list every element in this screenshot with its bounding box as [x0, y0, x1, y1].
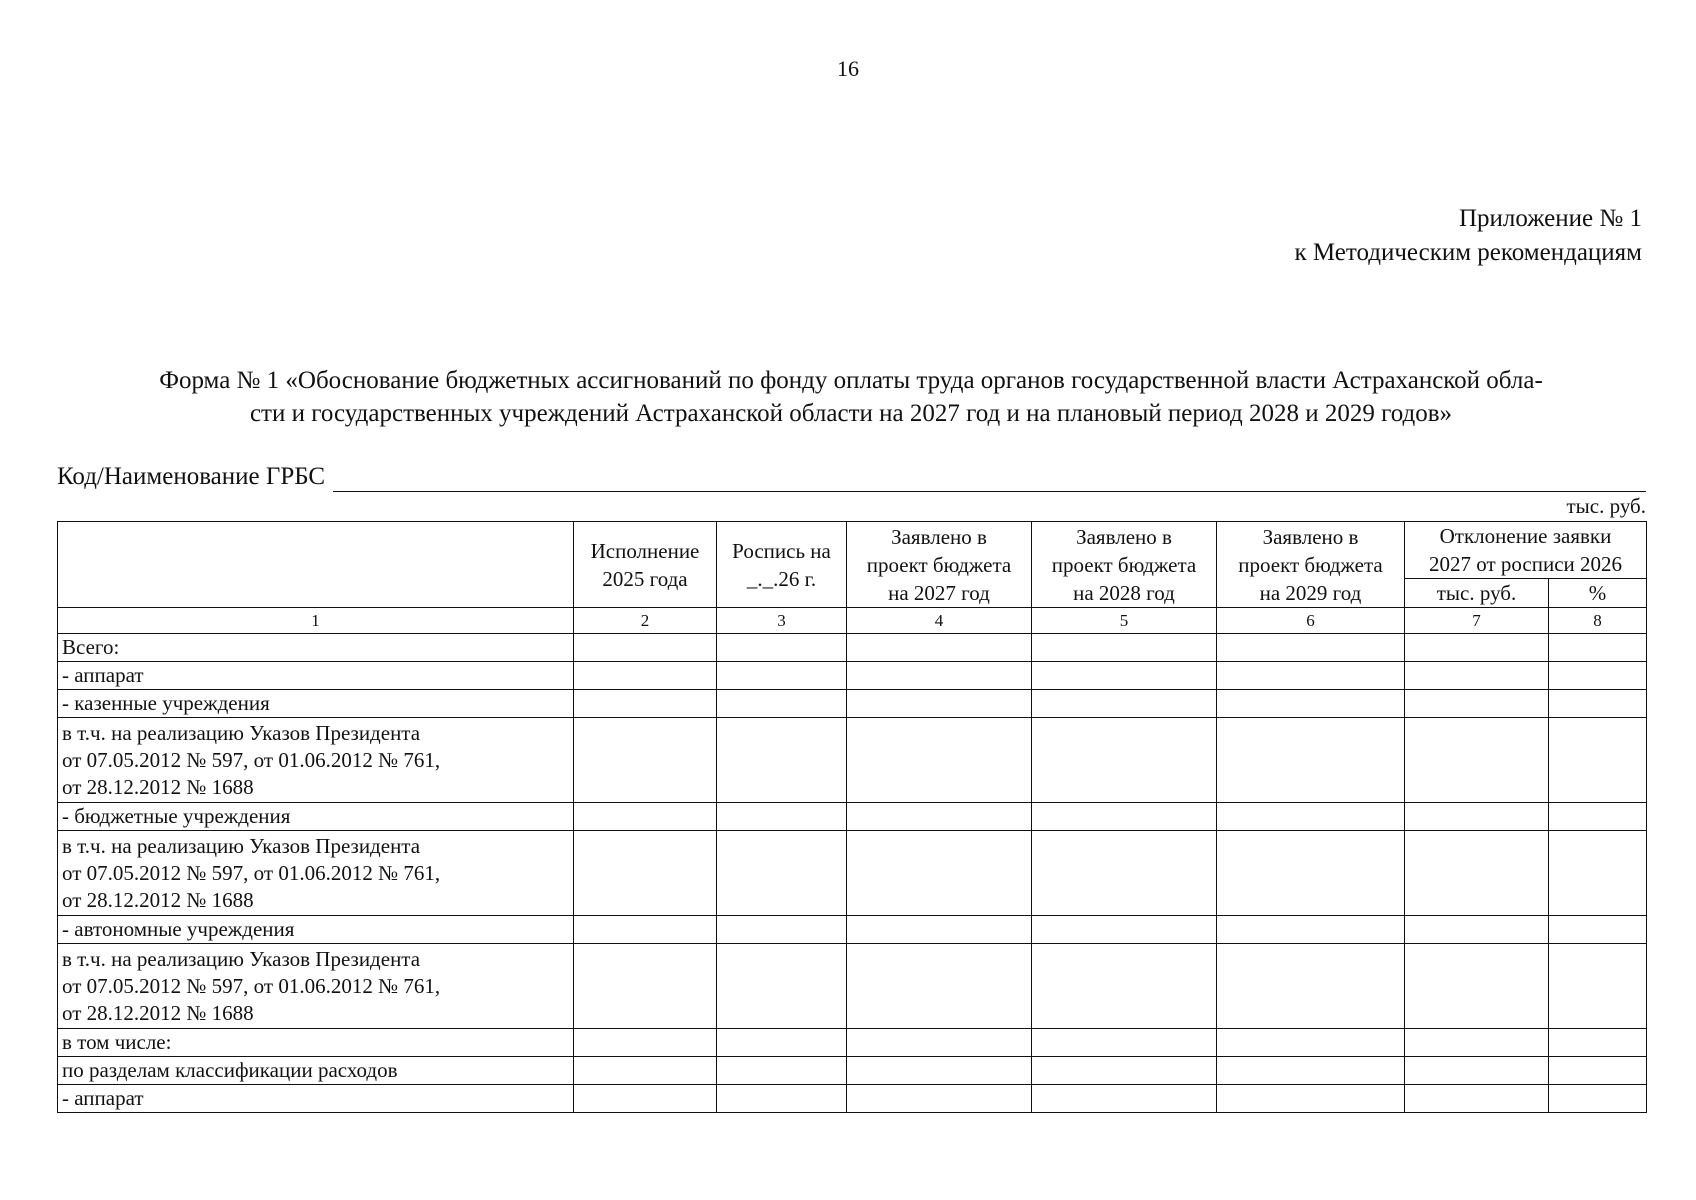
empty-value-cell: [574, 690, 717, 718]
column-number: 1: [58, 608, 574, 634]
empty-value-cell: [574, 634, 717, 662]
empty-value-cell: [1549, 944, 1647, 1029]
empty-value-cell: [1032, 916, 1217, 944]
header-col-7: тыс. руб.: [1405, 579, 1549, 608]
empty-value-cell: [1405, 831, 1549, 916]
table-row: [58, 1085, 1647, 1113]
empty-value-cell: [1032, 1085, 1217, 1113]
header-blank-cell: [58, 522, 574, 608]
empty-value-cell: [574, 944, 717, 1029]
row-label-line: от 28.12.2012 № 1688: [62, 887, 254, 912]
empty-value-cell: [1217, 944, 1405, 1029]
grbs-fill-line: [333, 467, 1646, 492]
empty-value-cell: [847, 944, 1032, 1029]
appendix-line-2: к Методическим рекомендациям: [1294, 239, 1642, 266]
empty-value-cell: [717, 634, 847, 662]
row-label: [58, 634, 574, 662]
empty-value-cell: [1032, 1057, 1217, 1085]
empty-value-cell: [1032, 1029, 1217, 1057]
header-col-6: Заявлено в проект бюджета на 2029 год: [1217, 522, 1405, 608]
empty-value-cell: [1549, 1057, 1647, 1085]
empty-value-cell: [717, 662, 847, 690]
empty-value-cell: [847, 718, 1032, 803]
empty-value-cell: [1032, 634, 1217, 662]
grbs-field: [57, 462, 1646, 492]
empty-value-cell: [574, 1085, 717, 1113]
empty-value-cell: [1032, 944, 1217, 1029]
page-number: 16: [837, 56, 859, 81]
appendix-line-1: Приложение № 1: [1458, 205, 1642, 232]
column-number: 2: [574, 608, 717, 634]
table-row: [58, 718, 1647, 803]
header-col-4: Заявлено в проект бюджета на 2027 год: [847, 522, 1032, 608]
row-label-line: - аппарат: [62, 663, 144, 687]
row-label-line: - автономные учреждения: [62, 917, 295, 941]
empty-value-cell: [1405, 718, 1549, 803]
empty-value-cell: [717, 831, 847, 916]
empty-value-cell: [1549, 662, 1647, 690]
row-label-line: по разделам классификации расходов: [62, 1058, 398, 1082]
empty-value-cell: [1405, 634, 1549, 662]
column-numbers-row: [58, 608, 1647, 634]
column-number: 3: [717, 608, 847, 634]
empty-value-cell: [1217, 1057, 1405, 1085]
empty-value-cell: [1549, 690, 1647, 718]
empty-value-cell: [717, 1029, 847, 1057]
row-label-line: в т.ч. на реализацию Указов Президента: [62, 833, 421, 858]
empty-value-cell: [1405, 1029, 1549, 1057]
table-row: [58, 690, 1647, 718]
empty-value-cell: [847, 803, 1032, 831]
column-number: 8: [1549, 608, 1647, 634]
column-number: 4: [847, 608, 1032, 634]
budget-form-table: [57, 521, 1647, 1113]
row-label-line: - бюджетные учреждения: [62, 804, 291, 828]
row-label: [58, 944, 574, 1029]
empty-value-cell: [717, 1085, 847, 1113]
empty-value-cell: [574, 718, 717, 803]
empty-value-cell: [1032, 803, 1217, 831]
row-label-line: в т.ч. на реализацию Указов Президента: [62, 946, 421, 971]
empty-value-cell: [1217, 1085, 1405, 1113]
header-col-8: %: [1549, 579, 1647, 608]
row-label-line: - казенные учреждения: [62, 691, 270, 715]
empty-value-cell: [1217, 1029, 1405, 1057]
table-row: [58, 634, 1647, 662]
row-label: [58, 662, 574, 690]
empty-value-cell: [847, 1029, 1032, 1057]
empty-value-cell: [847, 634, 1032, 662]
empty-value-cell: [717, 803, 847, 831]
table-row: [58, 916, 1647, 944]
empty-value-cell: [1217, 916, 1405, 944]
form-title-line-2: сти и государственных учреждений Астраханской области на 2027 год и на плановый период 2028 и 2029 годов»: [249, 400, 1453, 427]
empty-value-cell: [1549, 634, 1647, 662]
row-label: [58, 831, 574, 916]
table-row: [58, 803, 1647, 831]
column-number: 7: [1405, 608, 1549, 634]
form-title-line-1: Форма № 1 «Обоснование бюджетных ассигнований по фонду оплаты труда органов государственной власти Астраханской обла-: [159, 367, 1543, 394]
empty-value-cell: [1217, 690, 1405, 718]
empty-value-cell: [847, 690, 1032, 718]
header-deviation: Отклонение заявки 2027 от росписи 2026: [1405, 522, 1647, 579]
row-label: [58, 1085, 574, 1113]
row-label: [58, 916, 574, 944]
row-label-line: от 28.12.2012 № 1688: [62, 1000, 254, 1025]
row-label-line: от 07.05.2012 № 597, от 01.06.2012 № 761,: [62, 860, 441, 885]
empty-value-cell: [1549, 803, 1647, 831]
form-title: [56, 364, 1646, 430]
empty-value-cell: [847, 662, 1032, 690]
row-label: [58, 718, 574, 803]
empty-value-cell: [1217, 634, 1405, 662]
row-label-line: в том числе:: [62, 1030, 172, 1054]
empty-value-cell: [574, 916, 717, 944]
empty-value-cell: [1549, 718, 1647, 803]
empty-value-cell: [1032, 662, 1217, 690]
header-col-2: Исполнение 2025 года: [574, 522, 717, 608]
row-label: [58, 803, 574, 831]
table-body: [58, 634, 1647, 1113]
empty-value-cell: [1405, 1057, 1549, 1085]
empty-value-cell: [574, 662, 717, 690]
empty-value-cell: [717, 944, 847, 1029]
units-label: тыс. руб.: [1566, 494, 1646, 518]
empty-value-cell: [1217, 831, 1405, 916]
empty-value-cell: [574, 803, 717, 831]
empty-value-cell: [1549, 916, 1647, 944]
grbs-label: Код/Наименование ГРБС: [57, 463, 326, 490]
table-row: [58, 1029, 1647, 1057]
empty-value-cell: [717, 690, 847, 718]
row-label-line: от 28.12.2012 № 1688: [62, 774, 254, 799]
empty-value-cell: [1405, 690, 1549, 718]
empty-value-cell: [1549, 831, 1647, 916]
empty-value-cell: [574, 1057, 717, 1085]
empty-value-cell: [847, 916, 1032, 944]
empty-value-cell: [1549, 1085, 1647, 1113]
empty-value-cell: [847, 1057, 1032, 1085]
table-row: [58, 944, 1647, 1029]
row-label-line: Всего:: [62, 635, 120, 659]
header-col-5: Заявлено в проект бюджета на 2028 год: [1032, 522, 1217, 608]
empty-value-cell: [847, 1085, 1032, 1113]
empty-value-cell: [1405, 803, 1549, 831]
empty-value-cell: [1217, 662, 1405, 690]
empty-value-cell: [717, 718, 847, 803]
empty-value-cell: [1405, 1085, 1549, 1113]
row-label-line: в т.ч. на реализацию Указов Президента: [62, 720, 421, 745]
empty-value-cell: [1549, 1029, 1647, 1057]
column-number: 6: [1217, 608, 1405, 634]
empty-value-cell: [1405, 916, 1549, 944]
empty-value-cell: [1405, 944, 1549, 1029]
table-row: [58, 662, 1647, 690]
table-row: [58, 1057, 1647, 1085]
empty-value-cell: [1032, 718, 1217, 803]
empty-value-cell: [1032, 690, 1217, 718]
appendix-note: [1294, 202, 1642, 270]
empty-value-cell: [717, 916, 847, 944]
row-label-line: от 07.05.2012 № 597, от 01.06.2012 № 761,: [62, 973, 441, 998]
header-col-3: Роспись на _._.26 г.: [717, 522, 847, 608]
empty-value-cell: [717, 1057, 847, 1085]
row-label-line: - аппарат: [62, 1086, 144, 1110]
row-label: [58, 1029, 574, 1057]
empty-value-cell: [1405, 662, 1549, 690]
row-label: [58, 690, 574, 718]
row-label-line: от 07.05.2012 № 597, от 01.06.2012 № 761,: [62, 747, 441, 772]
table-row: [58, 831, 1647, 916]
empty-value-cell: [1217, 718, 1405, 803]
empty-value-cell: [847, 831, 1032, 916]
empty-value-cell: [1217, 803, 1405, 831]
row-label: [58, 1057, 574, 1085]
column-number: 5: [1032, 608, 1217, 634]
empty-value-cell: [574, 1029, 717, 1057]
empty-value-cell: [574, 831, 717, 916]
empty-value-cell: [1032, 831, 1217, 916]
